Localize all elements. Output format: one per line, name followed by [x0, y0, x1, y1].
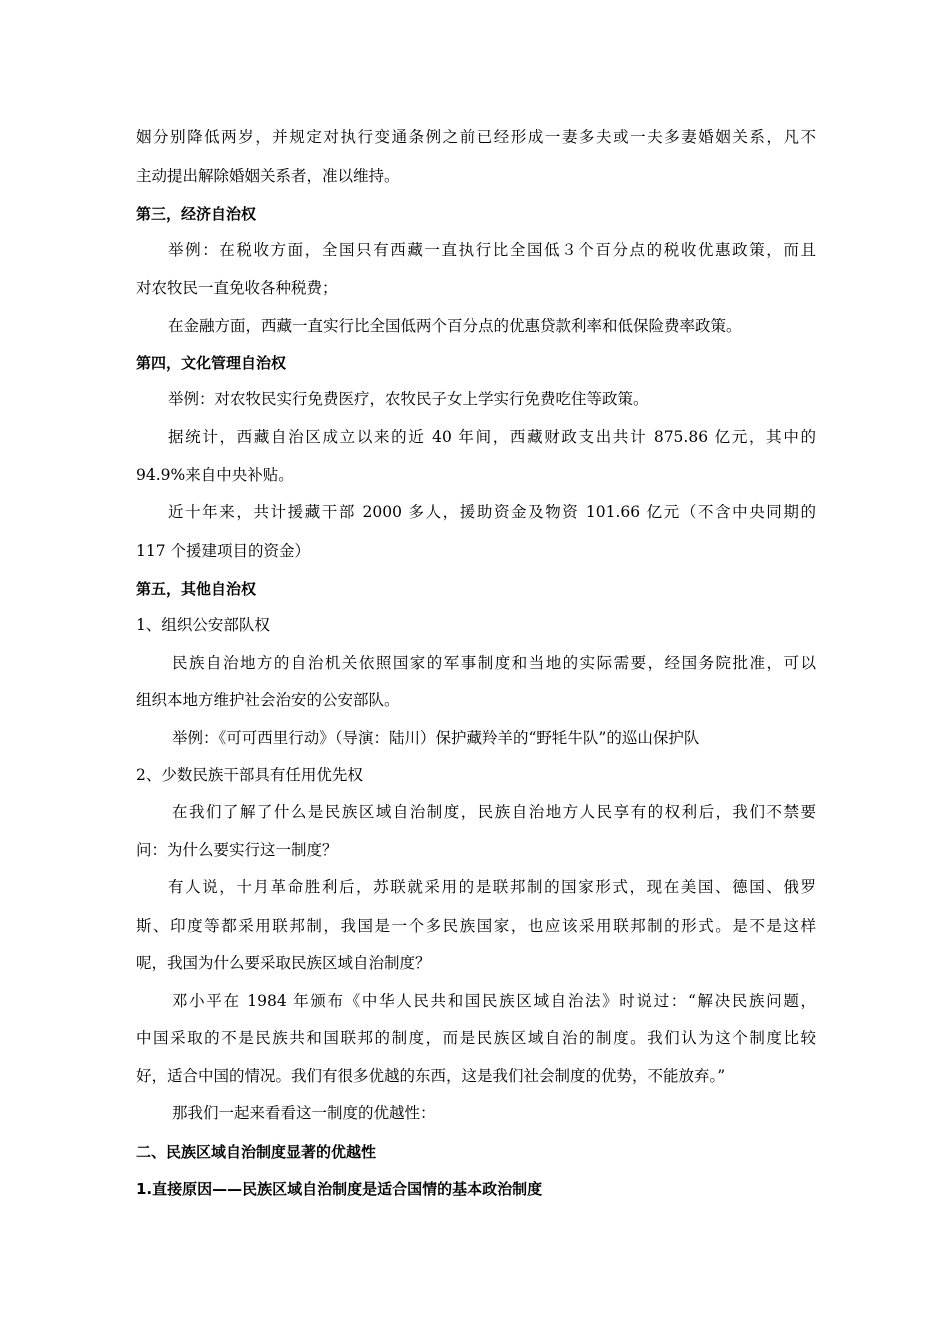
paragraph-line: 举例：在税收方面，全国只有西藏一直执行比全国低３个百分点的税收优惠政策，而且: [168, 241, 816, 259]
paragraph-line: 117 个援建项目的资金）: [136, 542, 311, 560]
paragraph-line: 邓小平在 1984 年颁布《中华人民共和国民族区域自治法》时说过：“解决民族问题，: [172, 992, 816, 1010]
sub-heading: 2、少数民族干部具有任用优先权: [136, 766, 363, 784]
paragraph-line: 对农牧民一直免收各种税费；: [136, 279, 338, 297]
paragraph-line: 那我们一起来看看这一制度的优越性：: [172, 1104, 436, 1122]
paragraph-line: 有人说，十月革命胜利后，苏联就采用的是联邦制的国家形式，现在美国、德国、俄罗: [168, 878, 816, 896]
section-heading: 第三，经济自治权: [136, 205, 257, 223]
paragraph-line: 斯、印度等都采用联邦制，我国是一个多民族国家，也应该采用联邦制的形式。是不是这样: [136, 917, 816, 935]
paragraph-line: 94.9%来自中央补贴。: [136, 466, 294, 484]
section-heading: 第四，文化管理自治权: [136, 354, 287, 372]
paragraph-line: 据统计，西藏自治区成立以来的近 40 年间，西藏财政支出共计 875.86 亿元，其中的: [168, 428, 816, 446]
paragraph-line: 在金融方面，西藏一直实行比全国低两个百分点的优惠贷款利率和低保险费率政策。: [168, 317, 742, 335]
paragraph-line: 姻分别降低两岁，并规定对执行变通条例之前已经形成一妻多夫或一夫多妻婚姻关系，凡不: [136, 128, 816, 146]
paragraph-line: 近十年来，共计援藏干部 2000 多人，援助资金及物资 101.66 亿元（不含中央同期的: [168, 503, 816, 521]
section-heading: 二、民族区域自治制度显著的优越性: [136, 1143, 377, 1161]
paragraph-line: 好，适合中国的情况。我们有很多优越的东西，这是我们社会制度的优势，不能放弃。”: [136, 1067, 726, 1085]
paragraph-line: 举例：《可可西里行动》（导演：陆川）保护藏羚羊的“野牦牛队”的巡山保护队: [172, 729, 700, 747]
sub-heading: 1、组织公安部队权: [136, 616, 270, 634]
paragraph-line: 举例：对农牧民实行免费医疗，农牧民子女上学实行免费吃住等政策。: [168, 390, 649, 408]
paragraph-line: 在我们了解了什么是民族区域自治制度，民族自治地方人民享有的权利后，我们不禁要: [172, 803, 816, 821]
paragraph-line: 呢，我国为什么要采取民族区域自治制度？: [136, 954, 431, 972]
section-heading: 1.直接原因——民族区域自治制度是适合国情的基本政治制度: [136, 1180, 543, 1198]
paragraph-line: 问：为什么要实行这一制度？: [136, 841, 338, 859]
section-heading: 第五，其他自治权: [136, 580, 257, 598]
paragraph-line: 民族自治地方的自治机关依照国家的军事制度和当地的实际需要，经国务院批准，可以: [172, 654, 816, 672]
paragraph-line: 组织本地方维护社会治安的公安部队。: [136, 691, 400, 709]
paragraph-line: 主动提出解除婚姻关系者，准以维持。: [136, 167, 400, 185]
paragraph-line: 中国采取的不是民族共和国联邦的制度，而是民族区域自治的制度。我们认为这个制度比较: [136, 1029, 816, 1047]
